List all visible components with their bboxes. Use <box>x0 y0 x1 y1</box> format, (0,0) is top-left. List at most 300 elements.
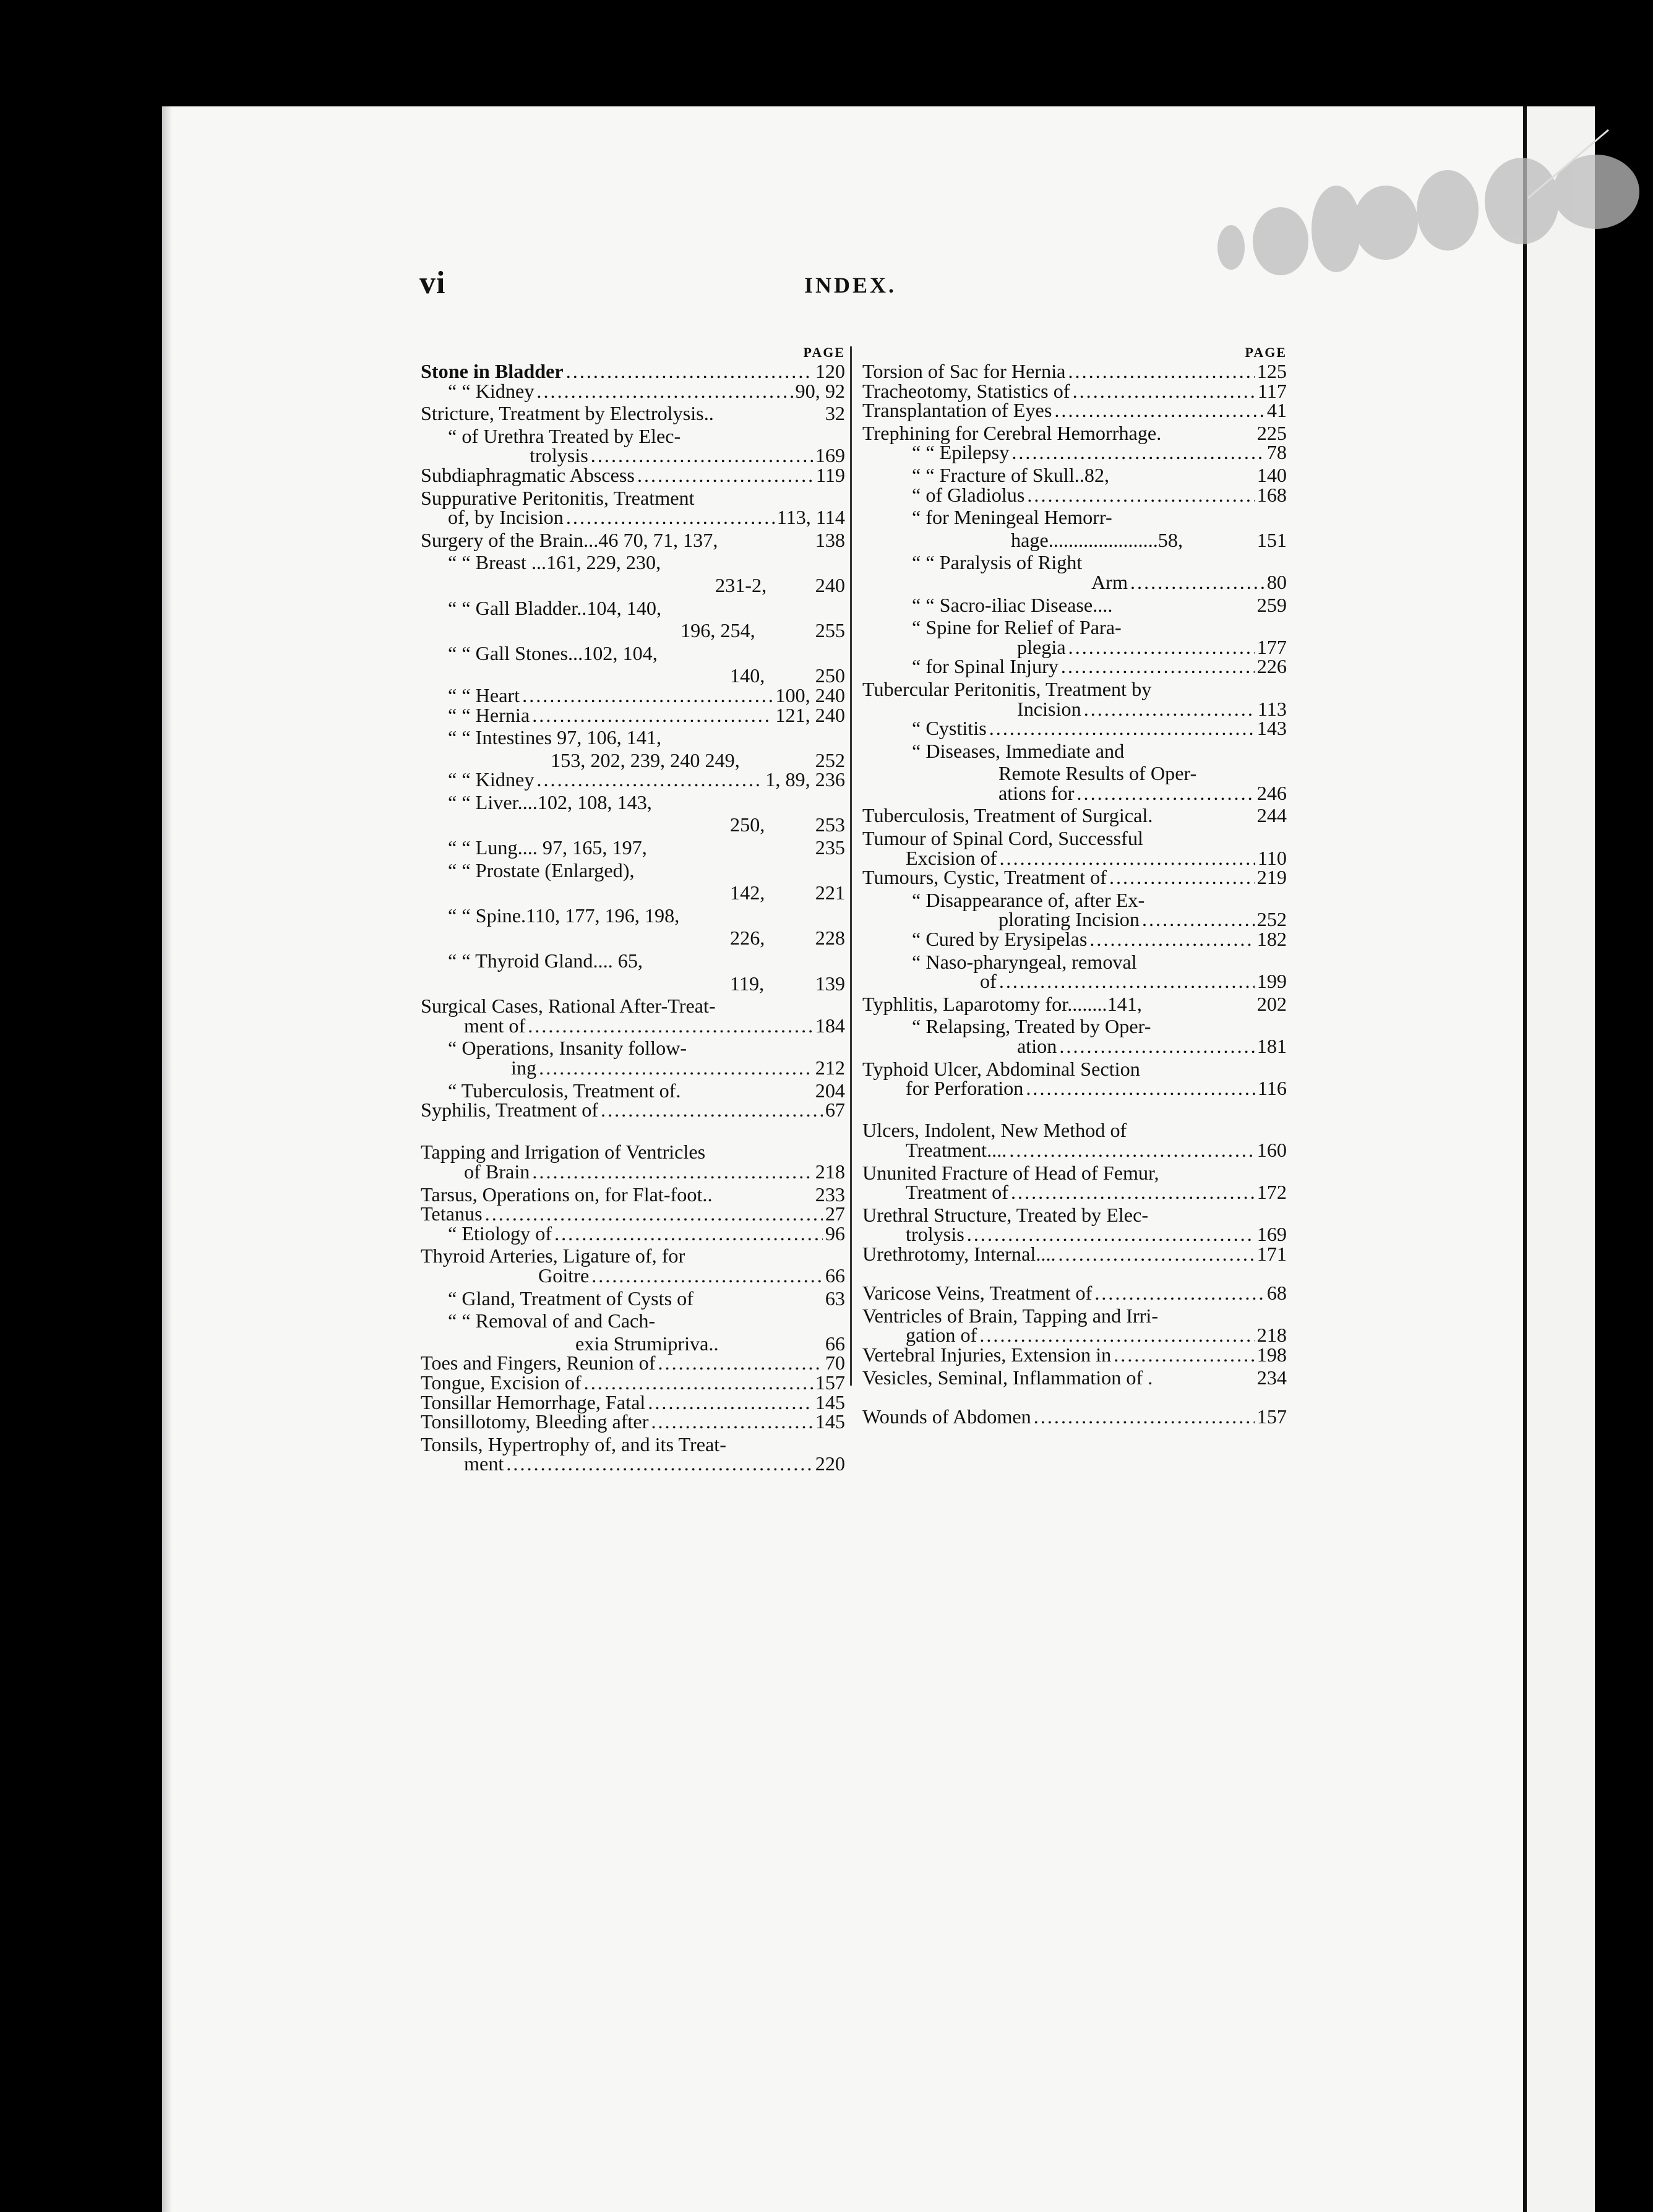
entry-page-ref: 100, 240 <box>775 684 845 706</box>
leader-dots <box>1094 1284 1264 1303</box>
index-entries <box>421 362 845 1474</box>
entry-page-ref: 225 <box>1256 421 1287 444</box>
entry-page-ref: 171 <box>1256 1242 1287 1265</box>
entry-text: Transplantation of Eyes <box>862 399 1052 422</box>
leader-dots <box>1162 1160 1284 1180</box>
index-entry <box>862 593 1287 615</box>
leader-dots <box>1140 950 1284 969</box>
leader-dots <box>1129 1118 1284 1137</box>
leader-dots <box>1068 638 1255 657</box>
index-entry <box>862 505 1287 528</box>
index-entry <box>862 868 1287 888</box>
index-entry <box>862 570 1287 593</box>
entry-text: Suppurative Peritonitis, Treatment <box>421 486 695 509</box>
leader-dots <box>767 812 812 831</box>
index-entry <box>421 1204 845 1224</box>
index-entry <box>862 401 1287 421</box>
leader-dots <box>1161 1303 1284 1322</box>
entry-text: Tumour of Spinal Cord, Successful <box>862 827 1143 850</box>
leader-dots <box>645 948 843 967</box>
index-entry <box>421 748 845 771</box>
entry-text: trolysis <box>530 444 588 467</box>
index-column-left <box>421 343 845 1474</box>
entry-page-ref: 151 <box>1256 528 1287 551</box>
leader-dots <box>1127 739 1284 758</box>
index-entry <box>421 880 845 903</box>
index-entry <box>862 463 1287 486</box>
index-entry <box>421 508 845 528</box>
entry-page-ref: 220 <box>815 1452 845 1475</box>
entry-text: ment <box>464 1452 504 1475</box>
leader-dots <box>1059 1037 1254 1056</box>
entry-page-ref: 145 <box>815 1410 845 1433</box>
leader-dots <box>1164 421 1254 440</box>
index-entry <box>862 1326 1287 1345</box>
index-entry <box>862 972 1287 992</box>
entry-page-ref: 252 <box>1256 908 1287 931</box>
entry-text: ation <box>1017 1035 1057 1057</box>
leader-dots <box>664 596 843 615</box>
leader-dots <box>1084 700 1255 719</box>
entry-page-ref: 143 <box>1256 717 1287 740</box>
leader-dots <box>1026 1079 1255 1098</box>
entry-page-ref: 41 <box>1266 399 1287 422</box>
index-entry <box>862 379 1287 402</box>
entry-page-ref: 90, 92 <box>795 379 845 402</box>
entry-text: hage......................58, <box>1011 528 1183 551</box>
leader-dots <box>1027 486 1254 505</box>
entry-page-ref: 235 <box>815 836 845 859</box>
entry-page-ref: 27 <box>825 1202 845 1225</box>
entry-page-ref: 255 <box>815 619 845 642</box>
entry-text: of, by Incision <box>448 506 564 529</box>
entry-page-ref: 212 <box>815 1057 845 1079</box>
entry-text: “ “ Fracture of Skull..82, <box>912 463 1110 486</box>
entry-text: Subdiaphragmatic Abscess <box>421 463 635 486</box>
entry-text: “ for Meningeal Hemorr- <box>912 506 1112 529</box>
entry-page-ref: 169 <box>1256 1223 1287 1246</box>
entry-page-ref: 184 <box>815 1014 845 1037</box>
entry-text: Stricture, Treatment by Electrolysis.. <box>421 402 714 425</box>
leader-dots <box>648 1393 812 1412</box>
index-entry <box>421 1162 845 1182</box>
leader-dots <box>506 1454 812 1473</box>
entry-text: Torsion of Sac for Hernia <box>862 360 1066 382</box>
entry-page-ref: 116 <box>1257 1077 1287 1100</box>
index-entry <box>862 1118 1287 1141</box>
leader-dots <box>664 725 843 744</box>
index-entry <box>862 421 1287 444</box>
entry-text: Ventricles of Brain, Tapping and Irri- <box>862 1304 1159 1327</box>
page-column-label: PAGE <box>803 345 845 360</box>
entry-text: 140, <box>730 664 765 687</box>
entry-page-ref: 172 <box>1256 1181 1287 1204</box>
entry-text: “ “ Gall Stones...102, 104, <box>448 641 658 664</box>
index-entry <box>421 1243 845 1266</box>
index-entry <box>421 1286 845 1309</box>
entry-page-ref: 160 <box>1256 1138 1287 1161</box>
entry-page-ref: 221 <box>815 881 845 904</box>
entry-page-ref: 240 <box>815 573 845 596</box>
index-entry <box>862 1284 1287 1303</box>
entry-page-ref: 226 <box>1256 655 1287 678</box>
leader-dots <box>591 446 813 465</box>
leader-dots <box>1000 849 1255 868</box>
leader-dots <box>584 1373 813 1392</box>
leader-dots <box>566 508 775 527</box>
index-entry <box>862 950 1287 972</box>
entry-text: “ “ Heart <box>448 684 520 706</box>
index-entry <box>421 770 845 790</box>
entry-text: Wounds of Abdomen <box>862 1405 1031 1428</box>
index-entry <box>421 596 845 619</box>
leader-dots <box>1199 761 1284 780</box>
entry-page-ref: 63 <box>825 1287 845 1310</box>
entry-text: 153, 202, 239, 240 249, <box>551 748 740 771</box>
entry-text: “ “ Hernia <box>448 703 530 726</box>
leader-dots <box>720 528 812 547</box>
index-entry <box>421 379 845 402</box>
leader-dots <box>651 1412 812 1431</box>
leader-dots <box>663 550 843 569</box>
entry-page-ref: 199 <box>1256 970 1287 993</box>
leader-dots <box>715 1182 813 1201</box>
leader-dots <box>1061 657 1255 676</box>
leader-dots <box>1034 1407 1255 1426</box>
entry-text: “ “ Spine.110, 177, 196, 198, <box>448 904 680 927</box>
index-entry <box>862 1365 1287 1388</box>
entry-page-ref: 219 <box>1256 866 1287 889</box>
index-entry <box>421 463 845 486</box>
leader-dots <box>1124 615 1284 634</box>
leader-dots <box>658 1308 843 1327</box>
leader-dots <box>767 663 812 682</box>
entry-page-ref: 157 <box>815 1371 845 1394</box>
index-entry <box>862 615 1287 638</box>
leader-dots <box>696 1286 823 1305</box>
entry-text: Stone in Bladder <box>421 360 564 382</box>
column-divider <box>850 346 852 1386</box>
entry-page-ref: 202 <box>1256 992 1287 1015</box>
section-gap <box>862 1387 1287 1407</box>
entry-page-ref: 120 <box>815 360 845 382</box>
leader-dots <box>532 706 773 725</box>
leader-dots <box>485 1204 823 1224</box>
entry-text: 250, <box>730 813 765 836</box>
adjacent-page-edge <box>1527 106 1595 2212</box>
leader-dots <box>532 1162 812 1181</box>
leader-dots <box>682 903 843 922</box>
entry-text: Urethral Structure, Treated by Elec- <box>862 1203 1149 1226</box>
entry-page-ref: 250 <box>815 664 845 687</box>
entry-text: Tumours, Cystic, Treatment of <box>862 866 1107 889</box>
leader-dots <box>1146 826 1284 845</box>
index-entry <box>862 443 1287 463</box>
leader-dots <box>536 770 763 789</box>
leader-dots <box>708 1139 843 1159</box>
index-entry <box>862 846 1287 869</box>
index-entry <box>862 1407 1287 1427</box>
entry-text: “ Relapsing, Treated by Oper- <box>912 1015 1151 1038</box>
index-entry <box>421 971 845 994</box>
entry-text: Tracheotomy, Statistics of <box>862 379 1070 402</box>
entry-page-ref: 168 <box>1256 483 1287 506</box>
leader-dots <box>766 971 813 990</box>
entry-text: Ulcers, Indolent, New Method of <box>862 1119 1127 1142</box>
leader-dots <box>1155 803 1254 822</box>
index-entry <box>862 803 1287 826</box>
entry-text: 226, <box>730 927 765 950</box>
entry-text: “ Diseases, Immediate and <box>912 739 1125 762</box>
index-entry <box>421 1100 845 1120</box>
leader-dots <box>554 1224 823 1243</box>
entry-text: “ “ Epilepsy <box>912 441 1010 464</box>
index-entry <box>862 930 1287 950</box>
entry-text: Excision of <box>906 846 997 869</box>
index-entry <box>421 858 845 881</box>
leader-dots <box>1153 1014 1284 1033</box>
leader-dots <box>689 1035 843 1055</box>
entry-text: Surgical Cases, Rational After-Treat- <box>421 995 716 1018</box>
index-entry <box>862 550 1287 573</box>
entry-text: “ Naso-pharyngeal, removal <box>912 950 1137 973</box>
entry-page-ref: 68 <box>1266 1282 1287 1305</box>
index-entry <box>421 1182 845 1205</box>
entry-text: Arm <box>1091 570 1128 593</box>
entry-page-ref: 204 <box>815 1079 845 1102</box>
leader-dots <box>601 1100 823 1120</box>
leader-dots <box>721 1331 823 1350</box>
index-entry <box>421 1266 845 1286</box>
leader-dots <box>1109 868 1255 887</box>
index-entry <box>862 1225 1287 1245</box>
entry-page-ref: 78 <box>1266 441 1287 464</box>
leader-dots <box>729 1432 843 1451</box>
entry-page-ref: 259 <box>1256 593 1287 616</box>
leader-dots <box>1143 1057 1284 1076</box>
index-entry <box>862 1014 1287 1037</box>
entry-page-ref: 252 <box>815 748 845 771</box>
leader-dots <box>1115 505 1284 524</box>
entry-page-ref: 139 <box>815 972 845 995</box>
leader-dots <box>697 486 843 505</box>
entry-text: “ Operations, Insanity follow- <box>448 1037 687 1060</box>
entry-text: 142, <box>730 881 765 904</box>
index-entry <box>421 948 845 971</box>
entry-text: Syphilis, Treatment of <box>421 1099 599 1121</box>
entry-text: “ Disappearance of, after Ex- <box>912 888 1145 911</box>
leader-dots <box>1115 593 1254 612</box>
entry-text: Typhlitis, Laparotomy for........141, <box>862 992 1142 1015</box>
leader-dots <box>1144 992 1255 1011</box>
entry-text: “ “ Sacro-iliac Disease.... <box>912 593 1113 616</box>
leader-dots <box>999 972 1255 991</box>
entry-page-ref: 169 <box>815 444 845 467</box>
index-entry <box>862 677 1287 700</box>
entry-page-ref: 67 <box>825 1099 845 1121</box>
index-entry <box>421 703 845 726</box>
index-entry <box>421 1016 845 1036</box>
leader-dots <box>683 1078 812 1097</box>
entry-page-ref: 253 <box>815 813 845 836</box>
entry-text: “ Cystitis <box>912 717 987 740</box>
leader-dots <box>1155 1365 1254 1384</box>
entry-page-ref: 157 <box>1256 1405 1287 1428</box>
entry-text: Trephining for Cerebral Hemorrhage. <box>862 421 1162 444</box>
leader-dots <box>979 1326 1254 1345</box>
entry-text: “ “ Liver....102, 108, 143, <box>448 791 652 813</box>
entry-text: Tonsillotomy, Bleeding after <box>421 1410 649 1433</box>
entry-text: Ununited Fracture of Head of Femur, <box>862 1161 1159 1184</box>
entry-text: “ Spine for Relief of Para- <box>912 616 1122 639</box>
leader-dots <box>1084 550 1284 569</box>
entry-page-ref: 228 <box>815 927 845 950</box>
index-entry <box>862 1183 1287 1202</box>
leader-dots <box>967 1225 1255 1244</box>
entry-page-ref: 138 <box>815 528 845 551</box>
index-entry <box>421 573 845 596</box>
index-entry <box>421 1224 845 1244</box>
leader-dots <box>528 1016 813 1035</box>
index-entry <box>862 483 1287 506</box>
entry-text: Tongue, Excision of <box>421 1371 582 1394</box>
entry-page-ref: 32 <box>825 402 845 425</box>
entry-text: ations for <box>998 781 1075 804</box>
entry-text: Urethrotomy, Internal.... <box>862 1242 1056 1265</box>
entry-page-ref: 96 <box>825 1222 845 1245</box>
leader-dots <box>637 466 814 485</box>
index-entry <box>862 362 1287 382</box>
entry-page-ref: 80 <box>1266 570 1287 593</box>
index-entry <box>421 1412 845 1432</box>
entry-text: of <box>980 970 997 993</box>
leader-dots <box>1151 1202 1284 1222</box>
entry-text: “ Etiology of <box>448 1222 552 1245</box>
leader-dots <box>769 573 813 592</box>
page-column-label: PAGE <box>1245 345 1287 360</box>
entry-text: Toes and Fingers, Reunion of <box>421 1352 656 1374</box>
index-entry <box>421 550 845 573</box>
index-entry <box>421 401 845 424</box>
leader-dots <box>655 790 843 809</box>
index-entry <box>421 993 845 1016</box>
index-entry <box>862 1138 1287 1161</box>
index-entry <box>421 686 845 706</box>
index-entry <box>862 781 1287 804</box>
entry-page-ref: 198 <box>1256 1343 1287 1366</box>
index-entry <box>421 1035 845 1058</box>
index-entry <box>862 1160 1287 1183</box>
index-entry <box>421 486 845 508</box>
entry-text: “ “ Prostate (Enlarged), <box>448 859 635 881</box>
index-entry <box>862 1079 1287 1099</box>
section-gap <box>862 1264 1287 1284</box>
leader-dots <box>1142 910 1255 929</box>
entry-page-ref: 218 <box>815 1160 845 1183</box>
entry-text: Incision <box>1017 697 1081 720</box>
leader-dots <box>1009 1141 1254 1160</box>
entry-text: “ “ Removal of and Cach- <box>448 1310 656 1332</box>
entry-page-ref: 1, 89, 236 <box>765 768 845 791</box>
index-entry <box>421 1058 845 1078</box>
entry-text: Typhoid Ulcer, Abdominal Section <box>862 1057 1140 1080</box>
entry-page-ref: 181 <box>1256 1035 1287 1057</box>
index-entry <box>421 618 845 641</box>
entry-text: “ Tuberculosis, Treatment of. <box>448 1079 681 1102</box>
entry-text: Vesicles, Seminal, Inflammation of . <box>862 1366 1153 1389</box>
index-entry <box>862 992 1287 1014</box>
index-entry <box>421 1454 845 1474</box>
index-entry <box>421 641 845 664</box>
leader-dots <box>683 424 843 443</box>
entry-text: for Perforation <box>906 1077 1024 1100</box>
leader-dots <box>742 748 813 767</box>
section-gap <box>862 1099 1287 1118</box>
leader-dots <box>536 382 792 401</box>
index-entry <box>862 1242 1287 1265</box>
entry-text: “ “ Gall Bladder..104, 140, <box>448 596 662 619</box>
leader-dots <box>1068 362 1254 381</box>
entry-page-ref: 113 <box>1257 697 1287 720</box>
leader-dots <box>1054 401 1264 420</box>
page-number: vi <box>419 265 446 301</box>
entry-text: Tarsus, Operations on, for Flat-foot.. <box>421 1183 713 1206</box>
leader-dots <box>566 362 813 381</box>
entry-text: exia Strumipriva.. <box>575 1332 719 1355</box>
entry-text: 196, 254, <box>681 619 755 642</box>
leader-dots <box>1130 573 1264 592</box>
index-entry <box>862 826 1287 849</box>
entry-text: trolysis <box>906 1223 964 1246</box>
entry-text: Varicose Veins, Treatment of <box>862 1282 1093 1305</box>
entry-text: 119, <box>730 972 765 995</box>
index-entries <box>862 362 1287 1426</box>
index-entry <box>862 1303 1287 1326</box>
entry-page-ref: 110 <box>1257 846 1287 869</box>
entry-text: Tuberculosis, Treatment of Surgical. <box>862 804 1153 827</box>
leader-dots <box>1089 930 1254 949</box>
entry-text: “ “ Kidney <box>448 768 535 791</box>
entry-text: Vertebral Injuries, Extension in <box>862 1343 1112 1366</box>
index-entry <box>421 1308 845 1331</box>
entry-text: Surgery of the Brain...46 70, 71, 137, <box>421 528 718 551</box>
leader-dots <box>1011 1183 1255 1202</box>
index-entry <box>421 835 845 858</box>
index-entry <box>421 528 845 551</box>
entry-page-ref: 117 <box>1257 379 1287 402</box>
entry-text: “ “ Lung.... 97, 165, 197, <box>448 836 647 859</box>
leader-dots <box>1073 382 1255 401</box>
index-entry <box>862 761 1287 784</box>
leader-dots <box>1147 888 1284 907</box>
index-entry <box>421 446 845 466</box>
entry-text: “ “ Kidney <box>448 379 535 402</box>
entry-text: Treatment of <box>906 1181 1008 1204</box>
leader-dots <box>989 719 1255 738</box>
leader-dots <box>522 686 773 705</box>
entry-text: Goitre <box>538 1264 590 1287</box>
index-entry <box>421 424 845 447</box>
index-entry <box>421 812 845 835</box>
entry-text: plegia <box>1017 635 1066 658</box>
leader-dots <box>658 1353 822 1373</box>
index-entry <box>421 1432 845 1455</box>
entry-text: gation of <box>906 1324 977 1347</box>
entry-text: “ “ Paralysis of Right <box>912 551 1083 574</box>
entry-text: “ for Spinal Injury <box>912 655 1058 678</box>
entry-page-ref: 182 <box>1256 928 1287 951</box>
index-entry <box>421 362 845 382</box>
